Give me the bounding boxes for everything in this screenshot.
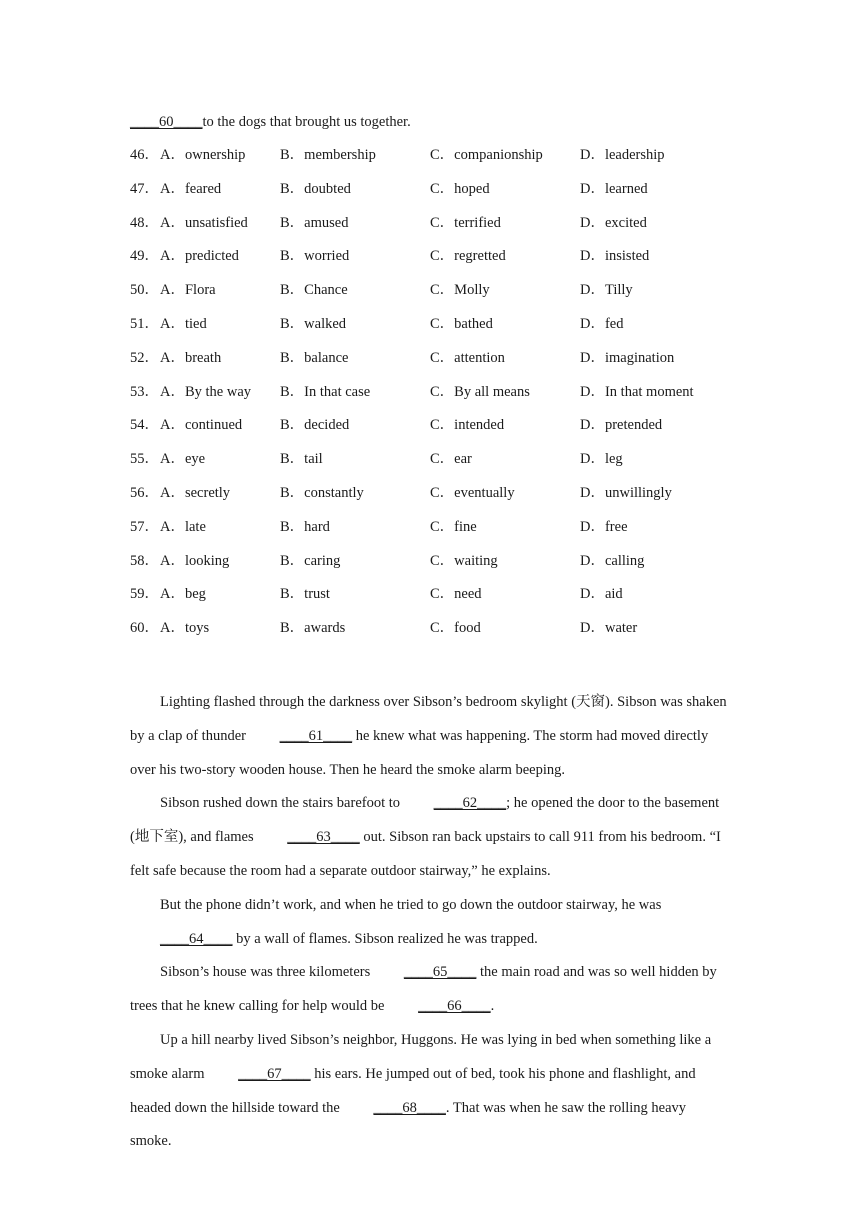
passage-paragraph-3 xyxy=(130,889,730,957)
option-d: D．pretended xyxy=(580,417,663,434)
option-b: B．worried xyxy=(280,248,350,265)
option-b: B．trust xyxy=(280,586,330,603)
option-b: B．membership xyxy=(280,147,376,163)
passage-text: Sibson’s house was three kilometers xyxy=(160,964,374,981)
option-a: A．predicted xyxy=(160,248,239,265)
option-c: C．companionship xyxy=(430,147,543,163)
option-b: B．caring xyxy=(280,552,341,569)
blank-68: ____68____ xyxy=(373,1099,446,1116)
option-b: B．amused xyxy=(280,214,349,231)
blank-66: ____66____ xyxy=(418,998,491,1015)
question-number: 57． xyxy=(130,518,159,535)
option-c: C．ear xyxy=(430,451,472,468)
question-number: 52． xyxy=(130,349,159,366)
passage-text: his ears. He jumped out of bed, took his phone and flashlight, and headed down the hillside toward the xyxy=(130,1065,696,1116)
passage-paragraph-2 xyxy=(130,787,730,888)
option-b: B．Chance xyxy=(280,282,348,299)
question-number: 55． xyxy=(130,451,159,468)
continued-sentence xyxy=(130,112,411,132)
question-row xyxy=(130,415,750,449)
option-c: C．need xyxy=(430,586,482,603)
option-b: B．walked xyxy=(280,315,347,332)
option-a: A．toys xyxy=(160,620,210,637)
blank-64: ____64____ xyxy=(160,930,233,947)
option-b: B．In that case xyxy=(280,383,371,400)
option-d: D．insisted xyxy=(580,248,650,265)
passage-text: ; he opened the door to the basement (地下室), and flames xyxy=(130,795,720,846)
option-b: B．tail xyxy=(280,451,323,468)
option-b: B．constantly xyxy=(280,484,364,501)
option-d: D．imagination xyxy=(580,349,675,366)
question-row xyxy=(130,449,750,483)
option-b: B．doubted xyxy=(280,180,351,197)
option-a: A．continued xyxy=(160,417,243,434)
blank-63: ____63____ xyxy=(287,829,360,846)
question-number: 50． xyxy=(130,282,159,299)
option-d: D．excited xyxy=(580,214,647,231)
question-row xyxy=(130,213,750,247)
question-number: 59． xyxy=(130,586,159,603)
question-row xyxy=(130,280,750,314)
continued-sentence-text: to the dogs that brought us together. xyxy=(202,114,411,130)
option-a: A．secretly xyxy=(160,484,231,501)
option-c: C．terrified xyxy=(430,214,501,231)
option-a: A．ownership xyxy=(160,147,246,163)
question-number: 46． xyxy=(130,147,159,163)
question-number: 58． xyxy=(130,552,159,569)
option-a: A．feared xyxy=(160,180,222,197)
option-a: A．unsatisfied xyxy=(160,214,248,231)
question-number: 51． xyxy=(130,315,159,332)
option-c: C．bathed xyxy=(430,315,493,332)
option-d: D．fed xyxy=(580,315,624,332)
option-d: D．Tilly xyxy=(580,282,633,299)
option-b: B．awards xyxy=(280,620,346,637)
option-d: D．calling xyxy=(580,552,645,569)
option-c: C．attention xyxy=(430,349,505,366)
question-number: 53． xyxy=(130,383,159,400)
option-a: A．breath xyxy=(160,349,222,366)
option-c: C．hoped xyxy=(430,180,490,197)
question-row xyxy=(130,179,750,213)
option-c: C．regretted xyxy=(430,248,506,265)
blank-65: ____65____ xyxy=(403,964,477,981)
passage-paragraph-4 xyxy=(130,956,730,1024)
blank-62: ____62____ xyxy=(433,795,507,812)
question-row xyxy=(130,517,750,551)
option-d: D．water xyxy=(580,620,638,637)
question-row xyxy=(130,314,750,348)
passage-text: . xyxy=(490,998,495,1015)
question-row xyxy=(130,618,750,652)
blank-67: ____67____ xyxy=(238,1065,311,1082)
question-number: 47． xyxy=(130,180,159,197)
question-row xyxy=(130,584,750,618)
passage-paragraph-5 xyxy=(130,1024,730,1159)
option-b: B．balance xyxy=(280,349,349,366)
option-d: D．leadership xyxy=(580,147,665,163)
reading-passage xyxy=(130,686,730,1159)
passage-text: Lighting flashed through the darkness over Sibson’s bedroom skylight (天窗). Sibson was shaken by a clap of thunder xyxy=(130,694,727,744)
option-a: A．late xyxy=(160,518,206,535)
passage-text: Sibson rushed down the stairs barefoot to xyxy=(160,795,404,812)
option-d: D．In that moment xyxy=(580,383,694,400)
passage-text: Up a hill nearby lived Sibson’s neighbor, Huggons. He was lying in bed when something like a smoke alarm xyxy=(130,1031,712,1082)
option-c: C．food xyxy=(430,620,481,637)
option-a: A．eye xyxy=(160,451,206,468)
question-number: 54． xyxy=(130,417,159,434)
option-c: C．waiting xyxy=(430,552,498,569)
option-c: C．intended xyxy=(430,417,505,434)
passage-text: the main road and was so well hidden by trees that he knew calling for help would be xyxy=(130,964,717,1015)
passage-text: But the phone didn’t work, and when he tried to go down the outdoor stairway, he was xyxy=(160,896,662,913)
option-a: A．By the way xyxy=(160,383,252,400)
blank-60: ____60____ xyxy=(130,114,203,130)
option-d: D．unwillingly xyxy=(580,484,672,501)
question-row xyxy=(130,382,750,416)
option-a: A．Flora xyxy=(160,282,216,299)
option-d: D．free xyxy=(580,518,628,535)
option-a: A．tied xyxy=(160,315,207,332)
option-c: C．fine xyxy=(430,518,477,535)
passage-text: he knew what was happening. The storm had moved directly over his two-story wooden house. Then he heard the smoke alarm beeping. xyxy=(130,727,709,778)
option-c: C．eventually xyxy=(430,484,515,501)
option-a: A．beg xyxy=(160,586,206,603)
passage-paragraph-1 xyxy=(130,686,730,787)
question-row xyxy=(130,145,750,179)
question-row xyxy=(130,348,750,382)
option-d: D．leg xyxy=(580,451,623,468)
option-d: D．aid xyxy=(580,586,623,603)
question-number: 60． xyxy=(130,620,159,637)
option-c: C．By all means xyxy=(430,383,530,400)
question-row xyxy=(130,483,750,517)
question-row xyxy=(130,246,750,280)
question-number: 48． xyxy=(130,214,159,231)
option-b: B．decided xyxy=(280,417,350,434)
option-d: D．learned xyxy=(580,180,648,197)
question-number: 49． xyxy=(130,248,159,265)
question-number: 56． xyxy=(130,484,159,501)
passage-text: . That was when he saw the rolling heavy smoke. xyxy=(130,1099,687,1150)
passage-text: out. Sibson ran back upstairs to call 911 from his bedroom. “I felt safe because the room had a separate outdoor stairway,” he explains. xyxy=(130,829,721,879)
question-row xyxy=(130,551,750,585)
option-c: C．Molly xyxy=(430,282,490,299)
option-b: B．hard xyxy=(280,518,330,535)
answer-options-list xyxy=(130,145,750,652)
passage-text: by a wall of flames. Sibson realized he was trapped. xyxy=(232,930,538,947)
option-a: A．looking xyxy=(160,552,230,569)
blank-61: ____61____ xyxy=(279,727,353,744)
